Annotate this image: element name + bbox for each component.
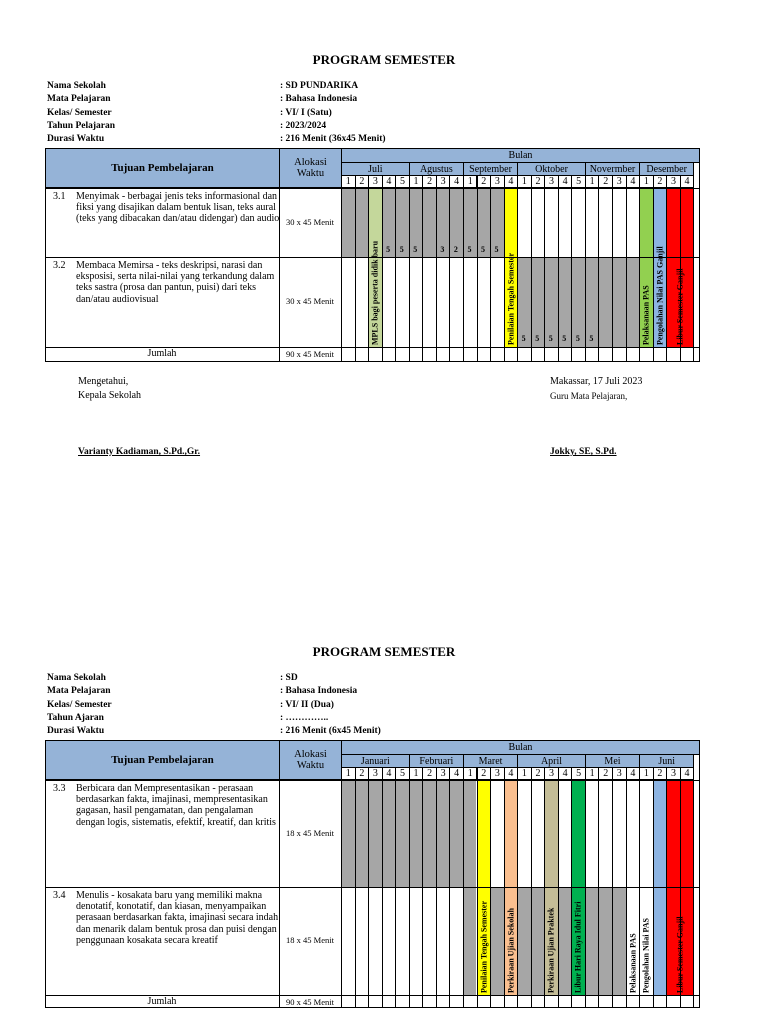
week-number: 2 (355, 767, 370, 780)
week-number: 3 (368, 175, 383, 188)
event-label: Libur Semester Ganjil (675, 916, 685, 993)
grid-line (341, 780, 342, 1008)
schedule-fill (558, 887, 572, 995)
row-line (45, 780, 700, 781)
info-value: : 216 Menit (36x45 Menit) (280, 134, 386, 145)
hour-value: 5 (481, 245, 485, 254)
week-number: 4 (558, 767, 573, 780)
week-number: 3 (436, 767, 451, 780)
week-number: 3 (612, 767, 627, 780)
principal-name: Varianty Kadiaman, S.Pd.,Gr. (78, 447, 201, 457)
week-number: 1 (463, 175, 478, 188)
hour-value: 5 (521, 334, 526, 343)
schedule-fill (341, 781, 463, 887)
week-number: 4 (504, 175, 519, 188)
grid-line (355, 188, 356, 362)
schedule-fill (490, 887, 504, 995)
info-value: : SD PUNDARIKA (280, 81, 359, 91)
schedule-fill (585, 887, 626, 995)
hour-value: 3 (440, 245, 445, 254)
month-name: April (517, 754, 586, 768)
week-number: 1 (341, 175, 356, 188)
week-number: 2 (422, 767, 437, 780)
week-number: 4 (680, 175, 695, 188)
week-number: 4 (558, 175, 573, 188)
event-label: Pelaksanaan PAS (627, 933, 637, 993)
hour-value: 2 (453, 245, 458, 254)
objective-text: Membaca Memirsa - teks deskripsi, narasi dan eksposisi, serta nilai-nilai yang terkandung dalam teks sastra (prosa dan pantun, puisi) dari teks dan/atau audiovisual (76, 260, 275, 305)
week-number: 1 (639, 767, 654, 780)
week-number: 1 (517, 767, 532, 780)
info-value: : ………….. (280, 712, 329, 723)
week-number: 2 (355, 175, 370, 188)
grid-line (463, 188, 464, 362)
row-line (45, 887, 700, 888)
hour-value: 5 (494, 245, 499, 254)
grid-line (463, 780, 464, 1008)
grid-line (382, 780, 383, 1008)
info-value: : Bahasa Indonesia (280, 94, 358, 105)
schedule-table (45, 148, 700, 362)
grid-line (382, 188, 383, 362)
month-name: Agustus (409, 162, 464, 176)
month-name: Februari (409, 754, 464, 768)
hour-value: 5 (413, 245, 418, 254)
week-number: 1 (585, 175, 600, 188)
total-label: Jumlah (147, 348, 177, 359)
objective-row (45, 260, 279, 346)
week-number: 4 (449, 175, 464, 188)
month-name: Maret (463, 754, 518, 768)
grid-line (653, 780, 654, 1008)
week-number: 3 (490, 175, 505, 188)
week-number: 3 (368, 767, 383, 780)
hour-value: 5 (589, 334, 594, 343)
objective-header: Tujuan Pembelajaran (45, 148, 280, 188)
grid-line (693, 780, 694, 1008)
week-number: 2 (531, 175, 546, 188)
grid-line (436, 188, 437, 362)
event-label: Pelaksanaan PAS (641, 285, 651, 345)
hour-value: 5 (548, 334, 553, 343)
objective-header: Tujuan Pembelajaran (45, 740, 280, 780)
grid-line (449, 780, 450, 1008)
objective-number: 3.1 (53, 191, 66, 202)
objective-row (45, 783, 279, 886)
event-label: Perkiraan Ujian Praktek (546, 907, 556, 993)
week-number: 1 (517, 175, 532, 188)
info-label: Mata Pelajaran (47, 686, 111, 697)
week-number: 2 (477, 767, 492, 780)
event-label: Penilaian Tengah Semester (505, 252, 515, 345)
week-number: 1 (409, 767, 424, 780)
info-value: : VI/ I (Satu) (280, 107, 332, 118)
objective-text: Menyimak - berbagai jenis teks informasional dan fiksi yang disajikan dalam bentuk lisan, teks aural (teks yang dibacakan dan/atau didengar) dan audio (76, 191, 280, 225)
week-number: 4 (382, 767, 397, 780)
grid-line (531, 780, 532, 1008)
grid-line (395, 188, 396, 362)
grid-line (449, 188, 450, 362)
info-value: : 2023/2024 (280, 120, 327, 131)
week-number: 2 (477, 175, 492, 188)
week-number: 3 (544, 175, 559, 188)
hour-value: 5 (399, 245, 404, 254)
week-number: 5 (571, 175, 586, 188)
hour-value: 5 (535, 334, 540, 343)
event-label: MPLS bagi peserta didik baru (370, 240, 380, 345)
objective-number: 3.2 (53, 260, 66, 271)
grid-line (612, 780, 613, 1008)
schedule-table-2 (45, 740, 700, 1008)
week-number: 3 (490, 767, 505, 780)
week-number: 5 (571, 767, 586, 780)
event-label: Libur Hari Raya Idul Fitri (573, 901, 583, 993)
week-number: 2 (422, 175, 437, 188)
info-label: Nama Sekolah (47, 81, 106, 91)
grid-line (612, 188, 613, 362)
month-name: Juni (639, 754, 694, 768)
grid-line (477, 188, 478, 362)
allocation-value: 30 x 45 Menit (286, 296, 334, 306)
page-title: PROGRAM SEMESTER (312, 52, 456, 67)
grid-line (368, 780, 369, 1008)
acknowledge-label: Mengetahui, (78, 376, 129, 387)
info-value: : VI/ II (Dua) (280, 699, 334, 710)
place-date: Makassar, 17 Juli 2023 (550, 376, 643, 387)
objective-text: Menulis - kosakata baru yang memiliki makna denotatif, konotatif, dan kiasan, menyampaikan perasaan berdasarkan fakta, imajinasi secara indah dan menarik dalam bentuk prosa dan puisi dengan penggunaan kosakata secara kreatif (76, 890, 279, 946)
week-number: 4 (449, 767, 464, 780)
page-title-2: PROGRAM SEMESTER (312, 644, 456, 659)
total-label: Jumlah (147, 996, 177, 1007)
week-number: 5 (395, 767, 410, 780)
total-allocation: 90 x 45 Menit (286, 349, 334, 359)
week-number: 1 (585, 767, 600, 780)
allocation-value: 18 x 45 Menit (286, 935, 334, 945)
hour-value: 5 (562, 334, 567, 343)
week-number: 2 (598, 767, 613, 780)
week-number: 2 (531, 767, 546, 780)
objective-number: 3.3 (53, 783, 66, 794)
month-name: Juli (341, 162, 410, 176)
event-label: Penilaian Tengah Semester (478, 900, 488, 993)
week-number: 1 (463, 767, 478, 780)
info-label: Durasi Waktu (47, 726, 105, 737)
month-header: Bulan (341, 740, 700, 755)
grid-line (436, 780, 437, 1008)
week-number: 3 (666, 175, 681, 188)
grid-line (409, 188, 410, 362)
allocation-header: Alokasi Waktu (279, 148, 342, 188)
week-number: 1 (639, 175, 654, 188)
principal-label: Kepala Sekolah (78, 390, 142, 401)
grid-line (490, 188, 491, 362)
event-label: Pengolahan Nilai PAS Ganjil (654, 246, 664, 345)
info-label: Kelas/ Semester (47, 699, 112, 710)
objective-row (45, 191, 279, 256)
info-label: Tahun Ajaran (47, 712, 104, 723)
info-label: Mata Pelajaran (47, 94, 111, 105)
month-name: Mei (585, 754, 640, 768)
info-label: Kelas/ Semester (47, 107, 112, 118)
month-name: September (463, 162, 518, 176)
objective-row (45, 890, 279, 994)
grid-line (585, 780, 586, 1008)
week-number: 4 (504, 767, 519, 780)
grid-line (422, 188, 423, 362)
info-label: Nama Sekolah (47, 673, 106, 683)
week-number: 1 (341, 767, 356, 780)
week-number: 4 (626, 767, 641, 780)
week-number: 3 (544, 767, 559, 780)
week-number: 2 (653, 175, 668, 188)
info-value: : SD (280, 673, 298, 683)
schedule-fill (653, 781, 667, 995)
week-number: 3 (612, 175, 627, 188)
month-header: Bulan (341, 148, 700, 163)
month-name: Desember (639, 162, 694, 176)
week-number: 3 (666, 767, 681, 780)
allocation-header: Alokasi Waktu (279, 740, 342, 780)
week-number: 2 (598, 175, 613, 188)
grid-line (666, 780, 667, 1008)
grid-line (409, 780, 410, 1008)
week-number: 4 (382, 175, 397, 188)
schedule-fill (463, 781, 477, 887)
month-name: Oktober (517, 162, 586, 176)
event-label: Libur Semester Ganjil (675, 268, 685, 345)
objective-number: 3.4 (53, 890, 66, 901)
event-label: Perkiraan Ujian Sekolah (505, 908, 515, 993)
week-number: 4 (626, 175, 641, 188)
info-label: Tahun Pelajaran (47, 120, 116, 131)
week-number: 1 (409, 175, 424, 188)
month-name: Januari (341, 754, 410, 768)
info-value: : 216 Menit (6x45 Menit) (280, 726, 381, 737)
grid-line (341, 188, 342, 362)
objective-text: Berbicara dan Mempresentasikan - perasaan berdasarkan fakta, imajinasi, mempresentasikan gagasan, hasil pengamatan, dan pengalaman dengan logis, sistematis, efektif, kreatif, dan kritis (76, 783, 276, 828)
event-label: Pengolahan Nilai PAS (641, 918, 651, 993)
grid-line (598, 780, 599, 1008)
week-number: 2 (653, 767, 668, 780)
week-number: 3 (436, 175, 451, 188)
total-allocation: 90 x 45 Menit (286, 997, 334, 1007)
allocation-value: 30 x 45 Menit (286, 216, 334, 227)
week-number: 4 (680, 767, 695, 780)
hour-value: 5 (467, 245, 472, 254)
grid-line (355, 780, 356, 1008)
allocation-value: 18 x 45 Menit (286, 827, 334, 838)
teacher-name: Jokky, SE, S.Pd. (550, 447, 617, 457)
teacher-label: Guru Mata Pelajaran, (550, 391, 628, 401)
month-name: Novermber (585, 162, 640, 176)
grid-line (626, 188, 627, 362)
schedule-fill (463, 887, 477, 995)
grid-line (422, 780, 423, 1008)
info-value: : Bahasa Indonesia (280, 686, 358, 697)
hour-value: 5 (386, 245, 391, 254)
grid-line (558, 780, 559, 1008)
grid-line (395, 780, 396, 1008)
info-label: Durasi Waktu (47, 134, 105, 145)
grid-line (598, 188, 599, 362)
week-number: 5 (395, 175, 410, 188)
grid-line (693, 188, 694, 362)
hour-value: 5 (575, 334, 580, 343)
